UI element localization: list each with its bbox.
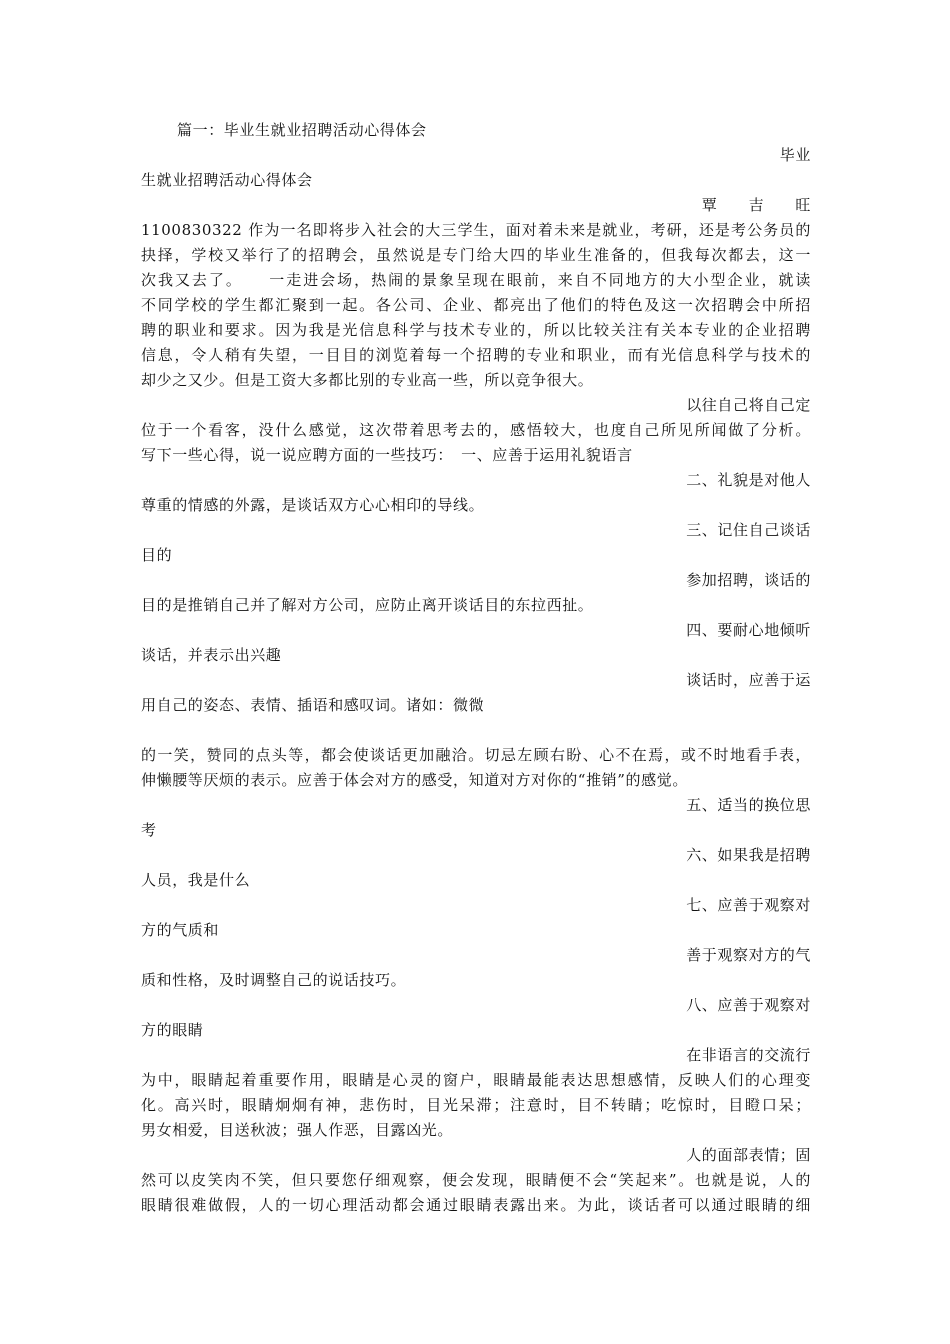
text-line: 质和性格，及时调整自己的说话技巧。 — [141, 971, 407, 989]
text-line: 谈话时，应善于运 — [686, 671, 811, 689]
text-line: 考 — [141, 821, 157, 839]
document-title: 篇一：毕业生就业招聘活动心得体会 — [177, 121, 427, 139]
text-line: 用自己的姿态、表情、插语和感叹词。诸如：微微 — [141, 696, 485, 714]
text-line: 参加招聘，谈话的 — [686, 571, 811, 589]
text-line: 生就业招聘活动心得体会 — [141, 171, 313, 189]
text-line: 次我又去了。 一走进会场，热闹的景象呈现在眼前，来自不同地方的大小型企业，就读 — [141, 271, 811, 289]
text-line: 化。高兴时，眼睛炯炯有神，悲伤时，目光呆滞；注意时，目不转睛；吃惊时，目瞪口呆； — [141, 1096, 811, 1114]
section-heading: 二、礼貌是对他人 — [686, 471, 811, 489]
text-line: 目的是推销自己并了解对方公司，应防止离开谈话目的东拉西扯。 — [141, 596, 594, 614]
section-heading: 三、记住自己谈话 — [686, 521, 811, 539]
text-line: 毕业 — [779, 146, 811, 164]
text-line: 写下一些心得，说一说应聘方面的一些技巧： 一、应善于运用礼貌语言 — [141, 446, 633, 464]
text-line: 为中，眼睛起着重要作用，眼睛是心灵的窗户，眼睛最能表达思想感情，反映人们的心理变 — [141, 1071, 811, 1089]
text-line: 方的气质和 — [141, 921, 220, 939]
text-line: 却少之又少。但是工资大多都比别的专业高一些，所以竞争很大。 — [141, 371, 594, 389]
text-line: 伸懒腰等厌烦的表示。应善于体会对方的感受，知道对方对你的“推销”的感觉。 — [141, 771, 688, 789]
blank-line — [141, 718, 811, 743]
text-line: 信息，令人稍有失望，一目目的浏览着每一个招聘的专业和职业，而有光信息科学与技术的 — [141, 346, 811, 364]
text-line: 谈话，并表示出兴趣 — [141, 646, 282, 664]
text-line: 人的面部表情；固 — [686, 1146, 811, 1164]
section-heading: 四、要耐心地倾听 — [686, 621, 811, 639]
section-heading: 六、如果我是招聘 — [686, 846, 811, 864]
text-line: 眼睛很难做假，人的一切心理活动都会通过眼睛表露出来。为此，谈话者可以通过眼睛的细 — [141, 1196, 811, 1214]
text-line: 尊重的情感的外露，是谈话双方心心相印的导线。 — [141, 496, 485, 514]
section-heading: 七、应善于观察对 — [686, 896, 811, 914]
author-name: 覃 吉 旺 — [701, 196, 811, 214]
document-body — [141, 118, 811, 1218]
text-line: 人员，我是什么 — [141, 871, 251, 889]
text-line: 男女相爱，目送秋波；强人作恶，目露凶光。 — [141, 1121, 454, 1139]
text-line: 抉择，学校又举行了的招聘会，虽然说是专门给大四的毕业生准备的，但我每次都去，这一 — [141, 246, 811, 264]
text-line: 目的 — [141, 546, 173, 564]
text-line: 以往自己将自己定 — [686, 396, 811, 414]
section-heading: 五、适当的换位思 — [686, 796, 811, 814]
text-line: 聘的职业和要求。因为我是光信息科学与技术专业的，所以比较关注有关本专业的企业招聘 — [141, 321, 811, 339]
section-heading: 八、应善于观察对 — [686, 996, 811, 1014]
text-line: 然可以皮笑肉不笑，但只要您仔细观察，便会发现，眼睛便不会“笑起来”。也就是说，人的 — [141, 1171, 811, 1189]
text-line: 在非语言的交流行 — [686, 1046, 811, 1064]
text-line: 不同学校的学生都汇聚到一起。各公司、企业、都亮出了他们的特色及这一次招聘会中所招 — [141, 296, 811, 314]
text-line: 方的眼睛 — [141, 1021, 204, 1039]
text-line: 的一笑，赞同的点头等，都会使谈话更加融洽。切忌左顾右盼、心不在焉，或不时地看手表， — [141, 746, 811, 764]
text-line: 位于一个看客，没什么感觉，这次带着思考去的，感悟较大，也度自己所见所闻做了分析。 — [141, 421, 811, 439]
text-line: 善于观察对方的气 — [686, 946, 811, 964]
text-line: 1100830322 作为一名即将步入社会的大三学生，面对着未来是就业，考研，还是考公务员的 — [141, 221, 811, 239]
